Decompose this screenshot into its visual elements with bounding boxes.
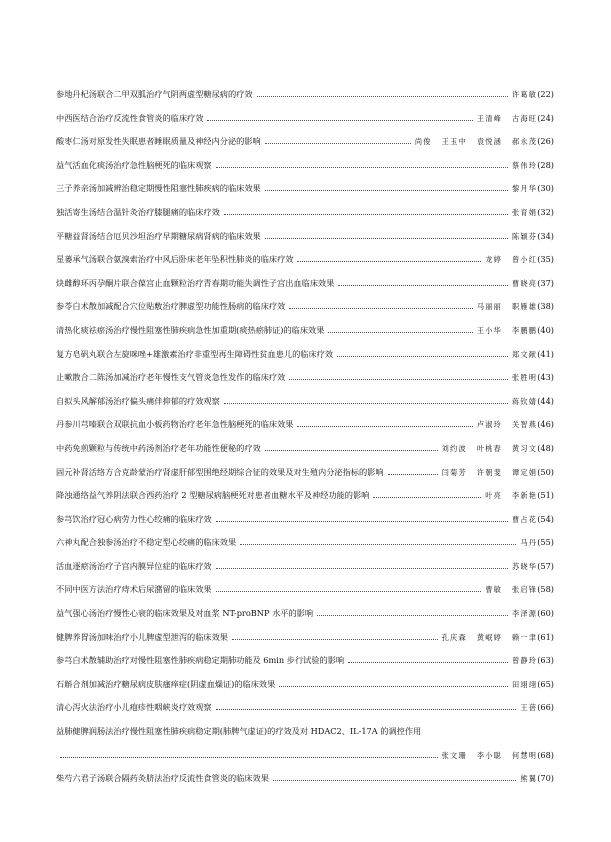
page-number: (37) [537, 277, 554, 288]
author-name: 袁悦涵 [476, 137, 503, 147]
dot-leader [240, 535, 516, 545]
dot-leader [265, 441, 438, 451]
toc-entry[interactable] [56, 295, 554, 319]
author-name: 曾小红 [512, 255, 538, 265]
page-number: (57) [537, 560, 554, 571]
toc-entry[interactable] [56, 649, 554, 673]
page-number: (55) [537, 537, 554, 548]
toc-entry[interactable] [56, 696, 554, 720]
page-number: (60) [537, 608, 554, 619]
article-title[interactable]: 平糖益肾汤结合厄贝沙坦治疗早期糖尿病肾病的临床效果 [56, 230, 261, 241]
author-name: 马丹 [520, 538, 538, 548]
article-authors [477, 418, 537, 432]
dot-leader [338, 276, 508, 286]
page-number: (40) [537, 324, 554, 335]
article-title[interactable]: 三子养亲汤加减辨治稳定期慢性阻塞性肺疾病的临床效果 [56, 183, 261, 194]
author-name: 郑文献 [512, 349, 538, 359]
toc-entry[interactable] [56, 272, 554, 296]
article-authors [520, 701, 537, 715]
page-number: (61) [537, 631, 554, 642]
dot-leader [388, 465, 438, 475]
page-number: (24) [537, 112, 554, 123]
author-name: 张胜明 [512, 373, 538, 383]
toc-entry[interactable] [56, 578, 554, 602]
author-name: 龙婷 [485, 255, 503, 265]
dot-leader [297, 252, 481, 262]
article-authors [485, 489, 537, 503]
author-name: 古海旺 [512, 113, 538, 123]
article-title[interactable]: 参芎白术散辅助治疗对慢性阻塞性肺疾病稳定期肺功能及 6min 步行试验的影响 [56, 655, 345, 666]
article-title[interactable]: 中西医结合治疗反流性食管炎的临床疗效 [56, 112, 204, 123]
author-name: 张育娟 [512, 207, 538, 217]
article-authors [512, 206, 537, 220]
page-number: (48) [537, 442, 554, 453]
author-name: 陈颖芬 [512, 231, 538, 241]
author-name: 蒋钦婧 [512, 396, 538, 406]
article-title[interactable]: 益肺健脾润肠法治疗慢性阻塞性肺疾病稳定期(肺脾气虚证)的疗效及对 HDAC2、IL-17A 的调控作用 [56, 726, 422, 737]
article-title[interactable]: 炔雌醇环丙孕酮片联合葆宫止血颗粒治疗青春期功能失调性子宫出血临床效果 [56, 277, 335, 288]
article-title[interactable]: 六神丸配合独参汤治疗不稳定型心绞痛的临床效果 [56, 537, 237, 548]
dot-leader [279, 677, 508, 687]
article-authors [477, 324, 537, 338]
article-authors [512, 371, 537, 385]
author-name: 曹晓亮 [512, 278, 538, 288]
page-number: (66) [537, 702, 554, 713]
page-number: (41) [537, 348, 554, 359]
dot-leader [265, 181, 508, 191]
dot-leader [337, 347, 508, 357]
article-title[interactable]: 自拟头风解郁汤治疗偏头痛伴抑郁的疗效观察 [56, 395, 220, 406]
dot-leader [297, 417, 472, 427]
page-number: (30) [537, 183, 554, 194]
article-title[interactable]: 健脾养胃汤加味治疗小儿脾虚型泄泻的临床效果 [56, 631, 228, 642]
author-name: 黄习文 [512, 443, 538, 453]
author-name: 李新艳 [512, 491, 538, 501]
article-authors [442, 749, 538, 763]
author-name: 蔡伟玲 [512, 160, 538, 170]
article-authors [520, 772, 537, 786]
author-name: 刘约波 [441, 443, 467, 453]
author-name: 曹敏 [485, 585, 503, 595]
page-number: (28) [537, 159, 554, 170]
author-name: 卢淑玲 [476, 420, 503, 430]
page-number: (46) [537, 419, 554, 430]
article-title[interactable]: 独活寄生汤结合温针灸治疗膝腿痛的临床疗效 [56, 206, 220, 217]
article-authors [512, 182, 537, 196]
page-number: (50) [537, 466, 554, 477]
page-number: (54) [537, 513, 554, 524]
toc-entry[interactable] [56, 319, 554, 343]
author-name: 尚俊 [414, 137, 432, 147]
dot-leader [257, 87, 509, 97]
author-name: 王蓓 [520, 703, 538, 713]
toc-entry[interactable] [56, 555, 554, 579]
page-number: (26) [537, 136, 554, 147]
author-name: 曹占花 [512, 514, 538, 524]
article-authors [477, 300, 537, 314]
article-title[interactable]: 柴芍六君子汤联合隔药灸脐法治疗反流性食管炎的临床效果 [56, 773, 269, 784]
author-name: 何慧明 [512, 750, 538, 760]
article-authors [520, 536, 537, 550]
article-title[interactable]: 止嗽散合二陈汤加减治疗老年慢性支气管炎急性发作的临床疗效 [56, 372, 286, 383]
page-number: (63) [537, 655, 554, 666]
dot-leader [265, 229, 508, 239]
toc-entry[interactable] [56, 366, 554, 390]
article-authors [442, 442, 538, 456]
author-name: 苏晓华 [512, 561, 538, 571]
table-of-contents [56, 83, 554, 791]
page-number: (58) [537, 584, 554, 595]
page-number: (32) [537, 206, 554, 217]
author-name: 黎月华 [512, 184, 538, 194]
author-name: 张启锋 [512, 585, 538, 595]
author-name: 王小华 [476, 325, 503, 335]
author-name: 郝永茂 [512, 137, 538, 147]
page-number: (35) [537, 254, 554, 265]
author-name: 许朝斐 [476, 467, 503, 477]
author-name: 王玉中 [441, 137, 467, 147]
author-name: 叶桃春 [476, 443, 503, 453]
author-name: 李泽源 [512, 609, 538, 619]
article-authors [512, 560, 537, 574]
article-authors [512, 230, 537, 244]
dot-leader [317, 606, 508, 616]
author-name: 王清峰 [476, 113, 503, 123]
toc-entry[interactable] [56, 767, 554, 791]
page-number: (68) [537, 749, 554, 760]
page-number: (38) [537, 301, 554, 312]
author-name: 谭定娟 [512, 467, 538, 477]
toc-entry[interactable] [56, 602, 554, 626]
author-name: 田翊翊 [512, 679, 538, 689]
article-authors [512, 607, 537, 621]
article-title[interactable]: 酸枣仁汤对原发性失眠患者睡眠质量及神经内分泌的影响 [56, 136, 261, 147]
dot-leader [373, 488, 481, 498]
dot-leader [289, 370, 508, 380]
toc-entry[interactable] [56, 107, 554, 131]
author-name: 职雁雄 [512, 302, 538, 312]
page-number: (34) [537, 230, 554, 241]
toc-entry[interactable] [56, 390, 554, 414]
article-title[interactable]: 参芎饮治疗冠心病劳力性心绞痛的临床疗效 [56, 513, 212, 524]
article-title[interactable]: 清热化痰祛瘀汤治疗慢性阻塞性肺疾病急性加重期(痰热瘀肺证)的临床效果 [56, 324, 325, 335]
author-name: 赖一聿 [512, 632, 538, 642]
toc-entry[interactable] [56, 720, 554, 767]
author-name: 叶亮 [485, 491, 503, 501]
article-title[interactable]: 参苓白术散加减配合穴位贴敷治疗脾虚型功能性肠病的临床疗效 [56, 301, 286, 312]
dot-leader [216, 559, 508, 569]
article-title[interactable]: 固元补肾活络方合克龄蒙治疗肾虚肝郁型围绝经期综合征的效果及对生殖内分泌指标的影响 [56, 466, 384, 477]
toc-entry[interactable] [56, 437, 554, 461]
article-authors [512, 678, 537, 692]
author-name: 关智燕 [512, 420, 538, 430]
article-title[interactable]: 不同中医方法治疗痔术后尿潴留的临床效果 [56, 584, 212, 595]
author-name: 闫菊芳 [441, 467, 467, 477]
toc-entry[interactable] [56, 484, 554, 508]
article-title[interactable]: 益气活血化痰汤治疗急性脑梗死的临床观察 [56, 159, 212, 170]
toc-entry[interactable] [56, 626, 554, 650]
article-title[interactable]: 参地丹杞汤联合二甲双胍治疗气阴两虚型糖尿病的疗效 [56, 89, 253, 99]
toc-entry[interactable] [56, 154, 554, 178]
author-name: 李小聪 [476, 750, 503, 760]
article-authors [512, 513, 537, 527]
author-name: 黄岷婷 [476, 632, 503, 642]
toc-entry[interactable] [56, 83, 554, 107]
article-title[interactable]: 降浊通络益气养阴法联合西药治疗 2 型糖尿病脑梗死对患者血糖水平及神经功能的影响 [56, 490, 370, 501]
dot-leader [216, 158, 508, 168]
toc-entry[interactable] [56, 130, 554, 154]
article-authors [477, 112, 537, 126]
toc-entry[interactable] [56, 413, 554, 437]
page-number: (51) [537, 490, 554, 501]
toc-entry[interactable] [56, 531, 554, 555]
page-number: (44) [537, 395, 554, 406]
dot-leader [232, 630, 438, 640]
article-title[interactable]: 活血逐瘀汤治疗子宫内膜异位症的临床疗效 [56, 560, 212, 571]
article-authors [512, 159, 537, 173]
author-name: 许葛敏 [512, 90, 538, 99]
article-authors [442, 631, 538, 645]
dot-leader [224, 205, 508, 215]
dot-leader [289, 299, 473, 309]
toc-entry[interactable] [56, 343, 554, 367]
dot-leader [348, 653, 508, 663]
dot-leader [60, 748, 438, 758]
dot-leader [216, 582, 482, 592]
page-number: (65) [537, 678, 554, 689]
author-name: 熊翼 [520, 774, 538, 784]
page-number: (70) [537, 773, 554, 784]
article-authors [442, 466, 538, 480]
dot-leader [265, 134, 411, 144]
author-name: 张文珊 [441, 750, 467, 760]
article-authors [485, 253, 537, 267]
toc-entry[interactable] [56, 673, 554, 697]
article-title[interactable]: 丹参川芎嗪联合双联抗血小板药物治疗老年急性脑梗死的临床效果 [56, 419, 294, 430]
article-title[interactable]: 星蒌承气汤联合氨溴索治疗中风后卧床老年坠积性肺炎的临床疗效 [56, 254, 294, 265]
author-name: 李鹏鹏 [512, 325, 538, 335]
toc-entry[interactable] [56, 225, 554, 249]
article-authors [512, 654, 537, 668]
article-title[interactable]: 益气强心汤治疗慢性心衰的临床效果及对血浆 NT-proBNP 水平的影响 [56, 608, 314, 619]
toc-entry[interactable] [56, 248, 554, 272]
toc-entry[interactable] [56, 508, 554, 532]
article-title[interactable]: 复方皂矾丸联合左旋咪唑+雄激素治疗非重型再生障碍性贫血患儿的临床疗效 [56, 348, 334, 359]
article-title[interactable]: 清心泻火法治疗小儿疱疹性咽峡炎疗效观察 [56, 702, 212, 713]
article-authors [415, 135, 537, 149]
dot-leader [216, 700, 517, 710]
page-number: (22) [537, 89, 554, 99]
author-name: 马丽丽 [476, 302, 503, 312]
article-authors [512, 88, 537, 102]
toc-entry[interactable] [56, 177, 554, 201]
article-authors [512, 277, 537, 291]
toc-entry[interactable] [56, 461, 554, 485]
article-authors [512, 348, 537, 362]
article-authors [485, 583, 537, 597]
dot-leader [273, 771, 517, 781]
article-title[interactable]: 中药免煎颗粒与传统中药汤剂治疗老年功能性便秘的疗效 [56, 442, 261, 453]
author-name: 曾静玲 [512, 656, 538, 666]
toc-entry[interactable] [56, 201, 554, 225]
page-number: (43) [537, 372, 554, 383]
dot-leader [207, 111, 472, 121]
dot-leader [328, 323, 472, 333]
article-title[interactable]: 石斛合剂加减治疗糖尿病皮肤瘙痒症(阴虚血燥证)的临床效果 [56, 678, 276, 689]
dot-leader [224, 394, 508, 404]
author-name: 孔庆森 [441, 632, 467, 642]
article-authors [512, 395, 537, 409]
dot-leader [216, 512, 508, 522]
